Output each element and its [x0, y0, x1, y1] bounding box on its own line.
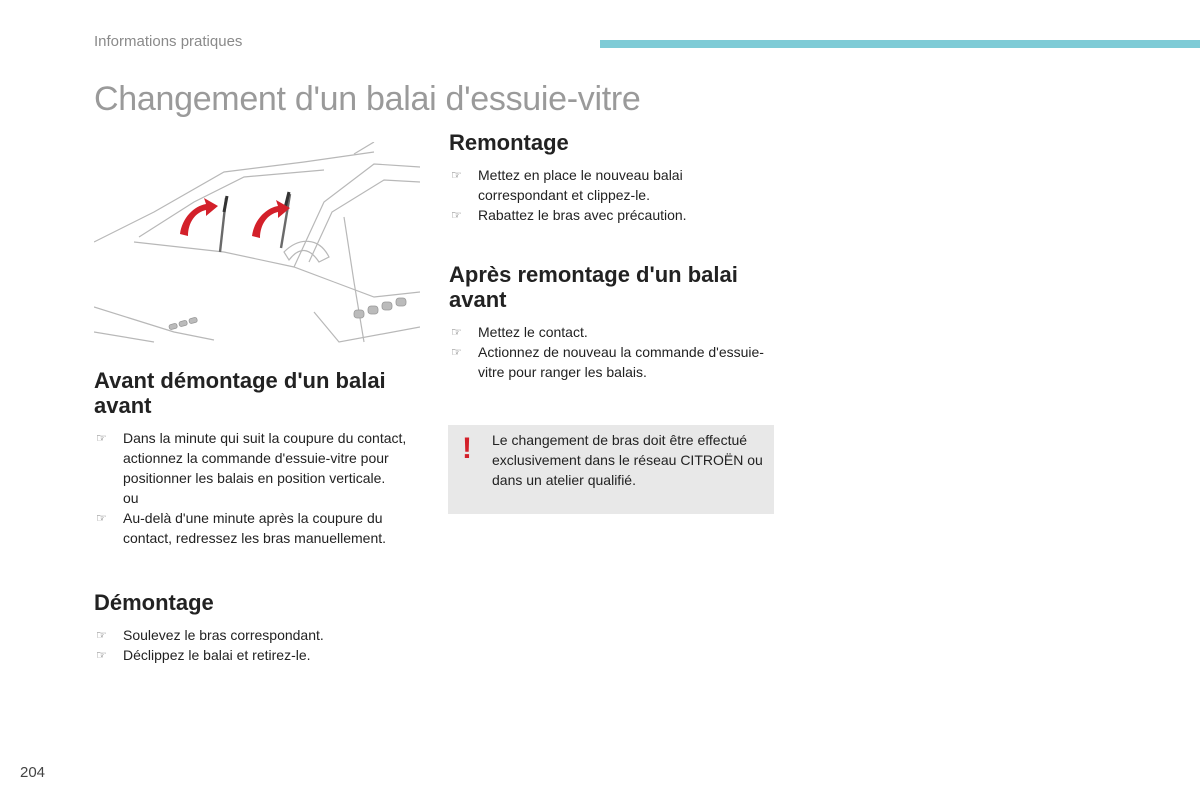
section-heading: Après remontage d'un balai avant [449, 262, 738, 312]
instruction-list [94, 625, 420, 665]
section-apres-remontage [449, 262, 775, 382]
pointing-hand-icon: ☞ [96, 511, 107, 525]
instruction-list [449, 165, 775, 225]
list-item [94, 428, 420, 488]
list-item-text: Mettez le contact. [478, 324, 588, 340]
list-item [449, 165, 775, 205]
list-item [449, 342, 775, 382]
list-item-text: Mettez en place le nouveau balai correspondant et clippez-le. [478, 167, 683, 203]
section-heading: Remontage [449, 130, 569, 155]
list-item [449, 205, 775, 225]
instruction-list [94, 428, 420, 488]
pointing-hand-icon: ☞ [96, 431, 107, 445]
header-section-label: Informations pratiques [94, 33, 243, 50]
section-heading: Avant démontage d'un balai avant [94, 368, 386, 418]
list-item-text: Rabattez le bras avec précaution. [478, 207, 687, 223]
list-item-text: Soulevez le bras correspondant. [123, 627, 324, 643]
or-label: ou [123, 490, 139, 506]
section-heading: Démontage [94, 590, 214, 615]
page-number: 204 [20, 764, 46, 781]
pointing-hand-icon: ☞ [451, 208, 462, 222]
pointing-hand-icon: ☞ [96, 648, 107, 662]
header-accent-bar [600, 40, 1200, 48]
list-item [94, 508, 420, 548]
list-item-text: Actionnez de nouveau la commande d'essuie-vitre pour ranger les balais. [478, 344, 764, 380]
instruction-list [449, 322, 775, 382]
list-item-text: Déclippez le balai et retirez-le. [123, 647, 311, 663]
warning-text: Le changement de bras doit être effectué exclusivement dans le réseau CITROËN ou dans un atelier qualifié. [492, 432, 763, 488]
pointing-hand-icon: ☞ [96, 628, 107, 642]
warning-box [448, 425, 774, 514]
section-demontage [94, 590, 420, 665]
list-item-text: Au-delà d'une minute après la coupure du contact, redressez les bras manuellement. [123, 510, 387, 546]
list-item [449, 322, 775, 342]
instruction-list [94, 508, 420, 548]
pointing-hand-icon: ☞ [451, 345, 462, 359]
pointing-hand-icon: ☞ [451, 325, 462, 339]
list-item-text: Dans la minute qui suit la coupure du contact, actionnez la commande d'essuie-vitre pour positionner les balais en position verticale. [123, 430, 407, 486]
section-avant-demontage [94, 368, 420, 548]
car-windscreen-wipers-illustration [94, 142, 420, 350]
pointing-hand-icon: ☞ [451, 168, 462, 182]
section-remontage [449, 130, 775, 225]
exclamation-warning-icon: ! [462, 432, 472, 465]
page-title: Changement d'un balai d'essuie-vitre [94, 80, 641, 118]
list-item [94, 625, 420, 645]
list-item [94, 645, 420, 665]
